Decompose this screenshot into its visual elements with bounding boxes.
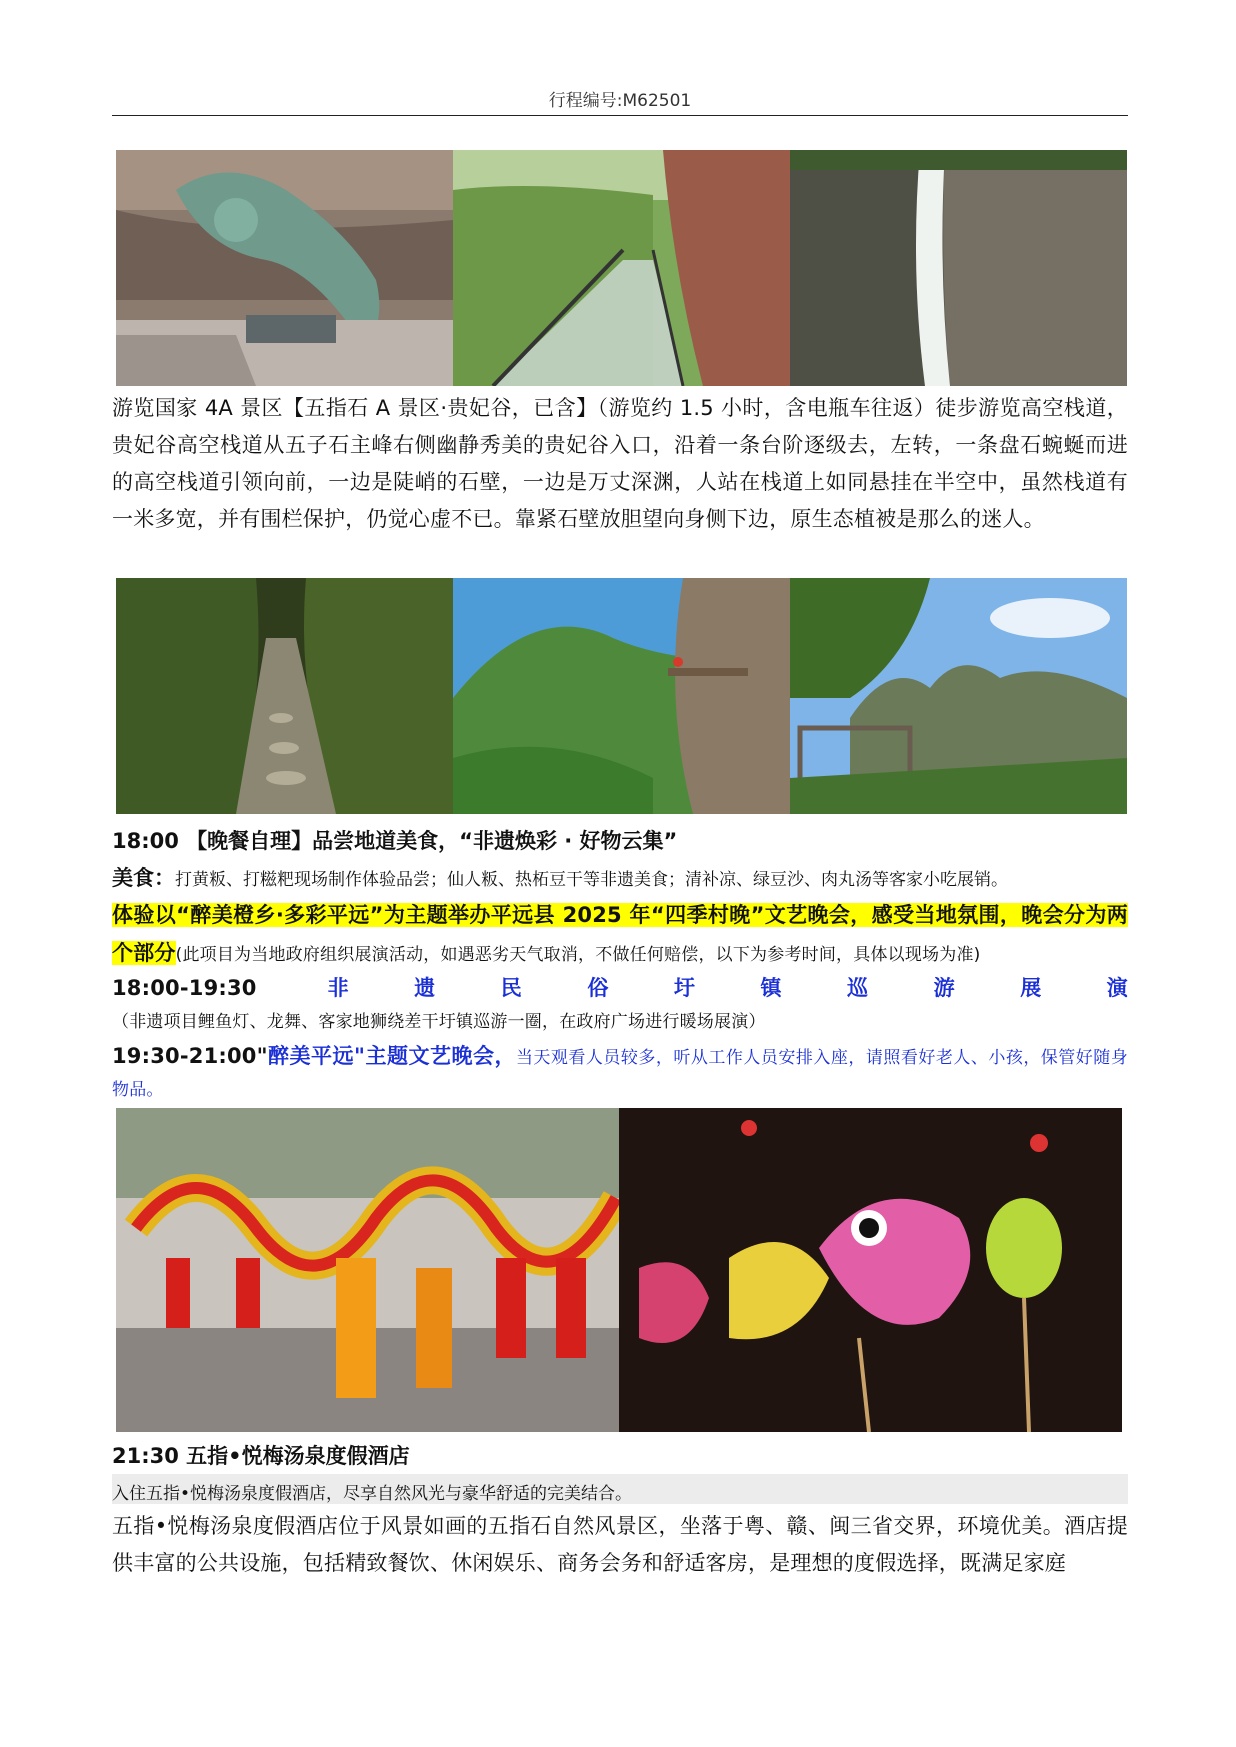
food-text: 打黄粄、打糍粑现场制作体验品尝；仙人粄、热柘豆干等非遗美食；清补凉、绿豆沙、肉丸汤等客家小吃展销。: [175, 870, 1008, 890]
header-divider: [112, 115, 1128, 116]
hotel-description: 五指•悦梅汤泉度假酒店位于风景如画的五指石自然风景区，坐落于粤、赣、闽三省交界，环境优美。酒店提供丰富的公共设施，包括精致餐饮、休闲娱乐、商务会务和舒适客房，是理想的度假选择，既满足家庭: [112, 1514, 1128, 1575]
village-gala-highlight: [112, 896, 1128, 974]
parade-block: [112, 972, 1128, 1038]
viewing-deck-photo: [790, 578, 1127, 814]
moss-path-photo: [116, 578, 453, 814]
rock-crevice-photo: [790, 150, 1127, 386]
cliff-platform-photo: [453, 578, 790, 814]
parade-title: 非遗民俗圩镇巡游展演: [327, 976, 1128, 1000]
dragon-sculpture-photo: [116, 150, 453, 386]
gala-title: 醉美平远"主题文艺晚会，: [267, 1044, 516, 1068]
gala-desc: 当天观看人员较多，听从工作人员安排入座，请照看好老人、小孩，保管好随身物品。: [112, 1048, 1128, 1100]
gala-time: 19:30-21:00": [112, 1044, 268, 1068]
dragon-dance-photo: [116, 1108, 619, 1432]
glass-skywalk-photo: [453, 150, 790, 386]
fish-lantern-photo: [619, 1108, 1122, 1432]
food-line: [112, 862, 1128, 892]
gala-block: [112, 1040, 1128, 1106]
food-label: 美食：: [112, 866, 175, 890]
highlight-text: 体验以“醉美橙乡·多彩平远”为主题举办平远县 2025 年“四季村晚”文艺晚会，感受当地氛围，晚会分为两个部分: [112, 903, 1128, 965]
hotel-summary: 入住五指•悦梅汤泉度假酒店，尽享自然风光与豪华舒适的完美结合。: [112, 1484, 633, 1504]
parade-time: 18:00-19:30: [112, 976, 257, 1000]
itinerary-code: 行程编号:M62501: [548, 91, 692, 111]
dinner-title: 18:00 【晚餐自理】品尝地道美食，“非遗焕彩 · 好物云集”: [112, 829, 678, 853]
event-note: (此项目为当地政府组织展演活动，如遇恶劣天气取消，不做任何赔偿，以下为参考时间，具体以现场为准): [175, 945, 981, 965]
photo-row-1: [116, 150, 1127, 386]
photo-row-3: [116, 1108, 1122, 1432]
parade-desc: （非遗项目鲤鱼灯、龙舞、客家地狮绕差干圩镇巡游一圈，在政府广场进行暖场展演）: [112, 1012, 766, 1032]
photo-row-2: [116, 578, 1127, 814]
hotel-title: 21:30 五指•悦梅汤泉度假酒店: [112, 1444, 410, 1468]
scenic-description: 游览国家 4A 景区【五指石 A 景区·贵妃谷，已含】（游览约 1.5 小时，含电瓶车往返）徒步游览高空栈道，贵妃谷高空栈道从五子石主峰右侧幽静秀美的贵妃谷入口，沿着一条台阶逐级去，左转，一条盘石蜿蜒而进的高空栈道引领向前，一边是陡峭的石壁，一边是万丈深渊，人站在栈道上如同悬挂在半空中，虽然栈道有一米多宽，并有围栏保护，仍觉心虚不已。靠紧石壁放胆望向身侧下边，原生态植被是那么的迷人。: [112, 396, 1128, 531]
